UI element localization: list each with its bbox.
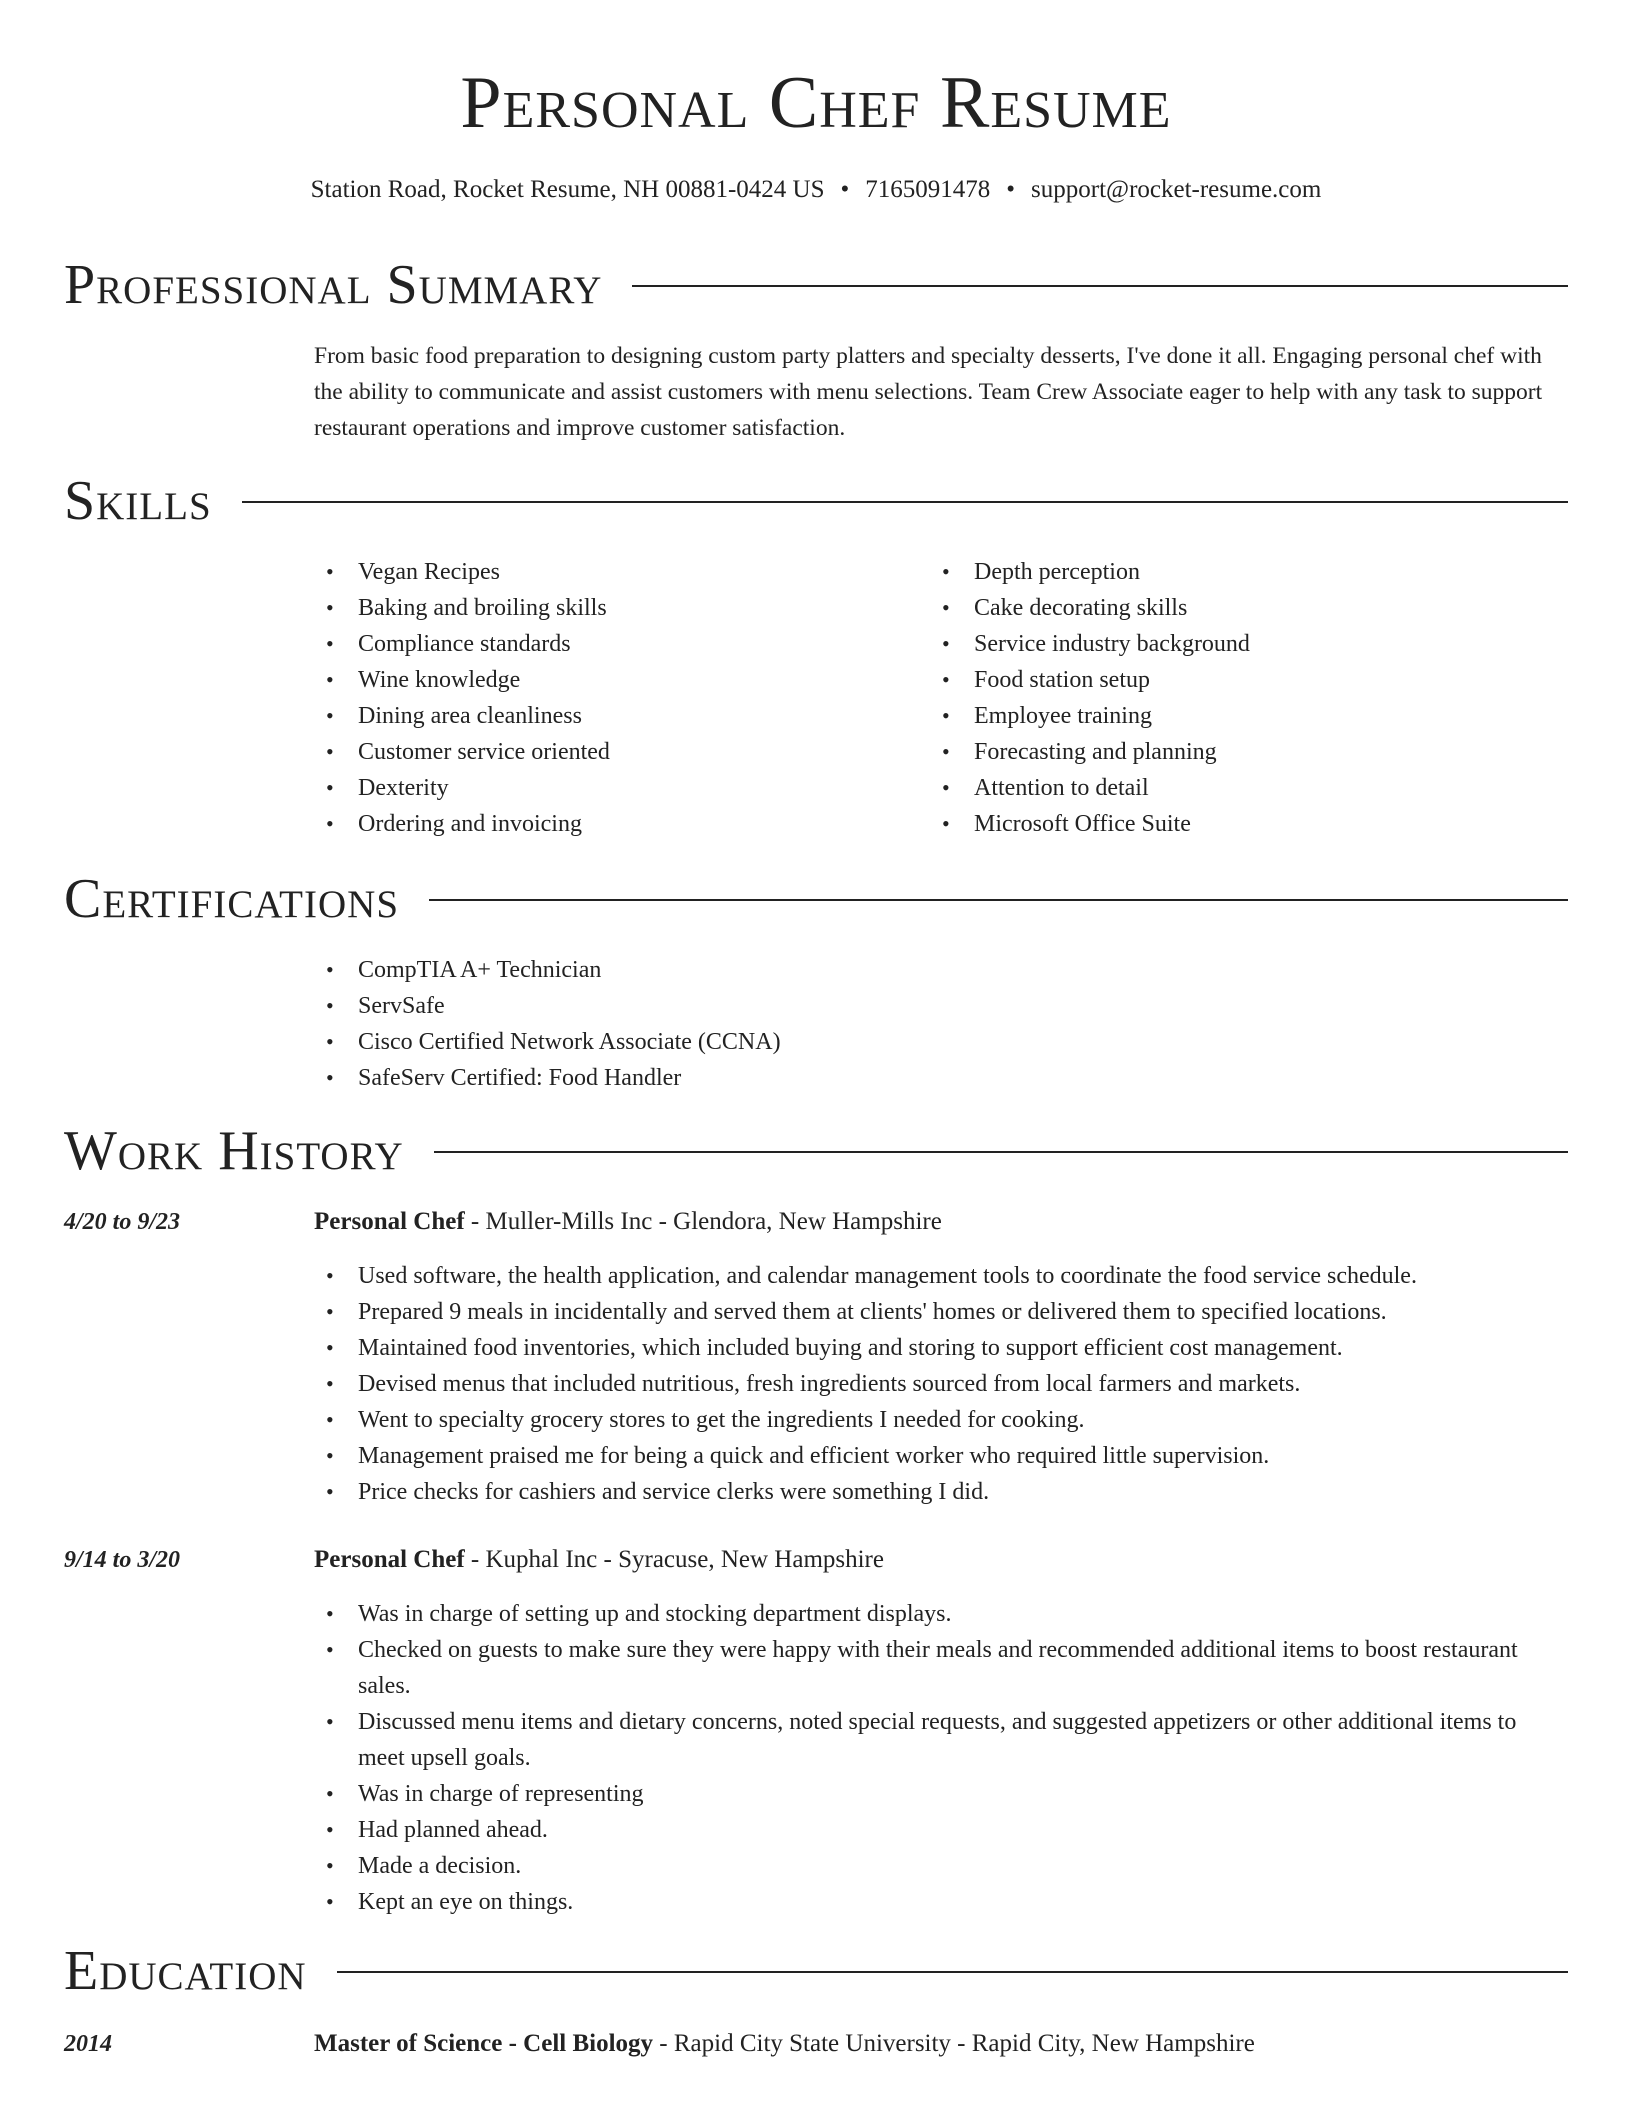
certifications-section-heading	[64, 864, 1568, 934]
contact-address: Station Road, Rocket Resume, NH 00881-0424 US	[310, 176, 825, 203]
education-section-heading	[64, 1936, 1568, 2006]
job-company: - Kuphal Inc - Syracuse, New Hampshire	[464, 1546, 884, 1573]
job-duties	[314, 1258, 1568, 1510]
education-header	[314, 2026, 1255, 2062]
skill-item: • Depth perception	[930, 554, 1530, 590]
contact-separator: •	[840, 176, 850, 203]
skills-list-left	[314, 554, 914, 842]
skill-item: • Compliance standards	[314, 626, 914, 662]
duty-item: • Went to specialty grocery stores to get the ingredients I needed for cooking.	[314, 1402, 1568, 1438]
duty-item: • Maintained food inventories, which included buying and storing to support efficient cost management.	[314, 1330, 1568, 1366]
summary-section-heading	[64, 250, 1568, 320]
job-dates: 9/14 to 3/20	[64, 1547, 181, 1573]
section-divider	[242, 501, 1568, 503]
duty-item: • Checked on guests to make sure they were happy with their meals and recommended additional items to boost restaurant sales.	[314, 1632, 1568, 1704]
duty-item: • Was in charge of representing	[314, 1776, 1568, 1812]
section-divider	[429, 899, 1568, 901]
education-year: 2014	[64, 2031, 112, 2057]
skill-item: • Forecasting and planning	[930, 734, 1530, 770]
skill-item: • Wine knowledge	[314, 662, 914, 698]
duty-item: • Had planned ahead.	[314, 1812, 1568, 1848]
certification-item: • CompTIA A+ Technician	[314, 952, 1314, 988]
skill-item: • Service industry background	[930, 626, 1530, 662]
job-duties	[314, 1596, 1568, 1920]
section-divider	[337, 1971, 1568, 1973]
duty-item: • Management praised me for being a quick and efficient worker who required little supervision.	[314, 1438, 1568, 1474]
job-entry	[64, 1204, 1568, 1524]
skills-list-right	[930, 554, 1530, 842]
job-title: Personal Chef	[314, 1546, 465, 1573]
skill-item: • Ordering and invoicing	[314, 806, 914, 842]
work-section-heading	[64, 1116, 1568, 1186]
duty-item: • Devised menus that included nutritious, fresh ingredients sourced from local farmers and markets.	[314, 1366, 1568, 1402]
job-dates: 4/20 to 9/23	[64, 1209, 181, 1235]
skill-item: • Attention to detail	[930, 770, 1530, 806]
certification-item: • ServSafe	[314, 988, 1314, 1024]
skill-item: • Vegan Recipes	[314, 554, 914, 590]
summary-text: From basic food preparation to designing custom party platters and specialty desserts, I've done it all. Engaging personal chef with the ability to communicate and assist customers with menu selections. Team Crew Associate eager to help with any task to support restaurant operations and improve customer satisfaction.	[314, 343, 1543, 441]
skill-item: • Employee training	[930, 698, 1530, 734]
skill-item: • Customer service oriented	[314, 734, 914, 770]
duty-item: • Price checks for cashiers and service clerks were something I did.	[314, 1474, 1568, 1510]
job-header	[314, 1204, 942, 1240]
certification-item: • SafeServ Certified: Food Handler	[314, 1060, 1314, 1096]
education-degree: Master of Science - Cell Biology	[314, 2030, 654, 2057]
duty-item: • Discussed menu items and dietary concerns, noted special requests, and suggested appetizers or other additional items to meet upsell goals.	[314, 1704, 1568, 1776]
summary-heading: Professional Summary	[64, 254, 603, 316]
skills-section-heading	[64, 466, 1568, 536]
duty-item: • Kept an eye on things.	[314, 1884, 1568, 1920]
skill-item: • Dining area cleanliness	[314, 698, 914, 734]
job-header	[314, 1542, 884, 1578]
certification-item: • Cisco Certified Network Associate (CCNA)	[314, 1024, 1314, 1060]
work-heading: Work History	[64, 1120, 404, 1182]
certifications-heading: Certifications	[64, 868, 400, 930]
education-school: - Rapid City State University - Rapid City, New Hampshire	[653, 2030, 1255, 2057]
job-title: Personal Chef	[314, 1208, 465, 1235]
contact-line	[0, 175, 1632, 205]
certifications-list	[314, 952, 1314, 1096]
job-company: - Muller-Mills Inc - Glendora, New Hampshire	[464, 1208, 942, 1235]
skill-item: • Dexterity	[314, 770, 914, 806]
contact-email: support@rocket-resume.com	[1031, 176, 1322, 203]
skill-item: • Microsoft Office Suite	[930, 806, 1530, 842]
contact-separator: •	[1006, 176, 1016, 203]
contact-phone: 7165091478	[865, 176, 991, 203]
section-divider	[632, 285, 1568, 287]
duty-item: • Made a decision.	[314, 1848, 1568, 1884]
skill-item: • Food station setup	[930, 662, 1530, 698]
job-entry	[64, 1542, 1568, 1934]
duty-item: • Used software, the health application, and calendar management tools to coordinate the food service schedule.	[314, 1258, 1568, 1294]
duty-item: • Was in charge of setting up and stocking department displays.	[314, 1596, 1568, 1632]
education-entry	[64, 2026, 1568, 2066]
resume-title: Personal Chef Resume	[460, 62, 1172, 144]
section-divider	[434, 1151, 1568, 1153]
skill-item: • Baking and broiling skills	[314, 590, 914, 626]
skills-heading: Skills	[64, 470, 212, 532]
skill-item: • Cake decorating skills	[930, 590, 1530, 626]
duty-item: • Prepared 9 meals in incidentally and served them at clients' homes or delivered them to specified locations.	[314, 1294, 1568, 1330]
education-heading: Education	[64, 1940, 307, 2002]
